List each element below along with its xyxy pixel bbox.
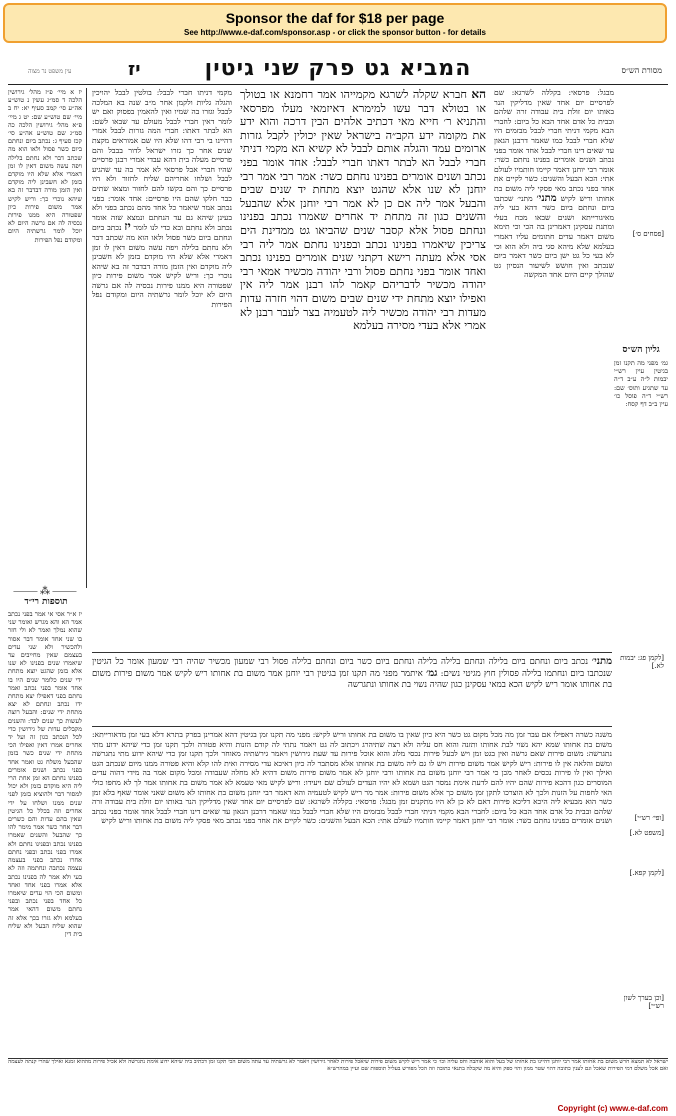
- page-title: המביא גט פרק שני גיטין: [204, 56, 472, 81]
- rashi-mishna-label: מתני׳: [536, 192, 557, 204]
- gemara2-text: איתמר מפני מה תקנו זמן בגיטין רבי יוחנן אמר משום בת אחותו ריש לקיש אמר משום פירות משום בת אחותו אומר ריש לקיש הכא במאי עסקינן כגון שהיה נשוי בת אחותו ונתגרשה: [92, 669, 612, 690]
- tosafot-rid-column: [8, 610, 82, 1050]
- gemara-column: [240, 88, 486, 648]
- margin-note-6: [וכן בערך לשון רש״י]: [623, 994, 664, 1010]
- footer-notes: [8, 1058, 668, 1101]
- mishna-text: נכתב ביום ונחתם ביום בלילה ונחתם בלילה בלילה ונחתם ביום כשר ביום ונחתם בלילה פסול רבי שמעון מכשיר שהיה רבי שמעון אומר כל הגיטין שנכתבו ביום ונחתמו בלילה פסולין חוץ מגיטי נשים:: [92, 657, 612, 679]
- tosafot-left-text: נכתב ביום ונחתם ביום כשר פסול ולאו הוא מה שכתב דבר ולא נחתם בלילה ויפה עשה משום דאין לו זמן דאמרי אלא שלא היו מוקדם בזמן לא חשבינן ליה מוקדם ואין הזמן מורה דבדבר זה בא שיהא נוכרי כך: וריש לקיש אמר משום פירות כיון שפטורה היא ממנו פירות נכסיה לה אם גרשה היום לא יוכל לומר גרשתיה היום ומקודם נפל הפירות: [8, 137, 82, 244]
- commentary-rule: [92, 726, 612, 727]
- copyright-link[interactable]: Copyright (c) www.e-daf.com: [557, 1104, 668, 1113]
- margin-note-3: [ופי׳ רש״י]: [634, 814, 664, 822]
- margin-note-4: [משפט לא.]: [629, 829, 664, 837]
- gemara-text: חברא שקלה לשרגא מקמייהו אמר רחמנא או בטולך או בטולא דבר עשו למימרא דאיזמאי מעלו מפרסאי והתניא ר׳ חייא מאי דכתיב אלהים הבין דרכה והוא ידע את מקומה ידע הקב״ה בישראל שאין יכולין לקבל גזרות ארומים עמד והגלה אותם לבבל לא קשיא הא מקמי דניתי חברי לבבל הא לבתר דאתו חברי לבבל: אחד אומר בפני נכתב ושנים אומרים בפנינו נחתם כשר: אמר רבי אמר רבי יוחנן לא שנו אלא שהגט יוצא מתחת יד שנים שבים והבעל אמר ליה אם כן לא אמר רבי יוחנן אלא שהבעל והשנים כגון זה מתחת יד אחרים שאמרו נכתב בפנינו ונחתם פסול אלא קסבר שנים שהביאו גט ממדינת הים צריכין שיאמרו בפנינו נכתב ובפנינו נחתם אמר ליה רבי אסי אלא מעתה רישא דקתני שנים אומרים בפנינו נכתב ואחד אומר בפני נחתם פסול ורבי יהודה מכשיר אמאי רבי יהודה מכשיר לדבריהם קאמר להו רבנן אמר ליה אין ואפילו יוצא מתחת ידי שנים שבים משום דהוי חזרה עדות מעדות רבי יהודה מכשיר ליה לטעמיה בצר לעבר רבנן לא אמרי אלא בעדי מסירה בעלמא: [240, 88, 486, 333]
- tosafot-rid-heading: תוספות רי״ד: [24, 597, 68, 607]
- masoret-label: מסורת הש״ס: [621, 66, 662, 75]
- rid-text: יז א״ר אסי אי אמר בפני נכתב אמר הא והא מגרש ואומר שני שהוא נמלך ואמר לא ולי חזר בו שני אחד אומר דבר אסור ולהכשיר ולא שני עדים בעצמם שאין מחייבים עד שיאמרו שנים בפנינו לא שנו אלא בזמן שהגט יוצא מתחת ידי שנים כלומר שנים היו בו אחד אומר בפני נכתב ואמר נחתם בפני דאפילו יצא מתחת ידו נכתב ונחתם לא יצא מתחת ידי שנים: והבעל רוצה לעשות כך שנים לבד: והשנים מקבלים עדות של גירושין כדי לכל הנכתב כגון זה ועל יד אחרים אמרו דאין ואפילו הכי מתחת ידי שנים כשר בזמן שהבעל משלח גט ואמר אחד בפני נכתב ושנים אומרים בפנינו נחתם הא זמן אחת הרי ליה היא מוקדם בזמן ולא יכול למסור דבר ולהוציא בזמן לפני שנים ממנו ושלחו על ידי אחרים וזה בכלל כל הגיטין שאין בהם עדות והם כשרים: [8, 610, 82, 824]
- tosafot-text-continued: נכתב ביום ונחתם ביום כשר פסול ולאו הוא מה שכתב דבר ולא נחתם בלילה ויפה עשה משום דאין לו זמן דאמרי אלא שלא היו מוקדם בזמן לא חשבינן ליה מוקדם ואין הזמן מורה דבדבר זה בא שיהא נוכרי כך: וריש לקיש אמר משום פירות כיון שפטורה היא ממנו פירות נכסיה לה אם גרשה היום לא יוכל לומר גרשתיה היום ומקודם נפל הפירות: [92, 223, 232, 310]
- margin-note-5: [לקמן קפא.]: [629, 869, 664, 877]
- sponsor-banner[interactable]: [3, 3, 667, 43]
- column-divider: [86, 88, 87, 588]
- talmud-page: [8, 54, 668, 1104]
- page-number: יז: [128, 59, 141, 80]
- tosafot-dibur-hamatchil: יז: [124, 219, 131, 234]
- ornament-divider: ⸻⁂⸻: [13, 586, 79, 597]
- tosafot-text: מקמי דניתו חברי לבבל: בולטין לבבל יהויכין והגלה גליות ולקמן אחר מ״ב שנה בא המלכה לבבל וגזרו בה שמיו ואין להאמין בפסוק ואם יש לומר דאין חברי לבבל מעולם עד שבאו לשם: הא לבתר דאתו: חברי המה גזרות לבבל אמרי דהיינו בי רבי דהו שלא היו שם אמוראים מקצת שנים אחר כך גזרו ישראל לדור בבבל והם פרסיים מעלה בית דהא עבדי אמרי רבנן פרסיים שהיו חברי אבל פרסאי לא אמר בה עד שהגיע לבבל ושלחו אחריהם שליח לחזור ולא היו פרסיים כך והם בקשו להם לחזור ומצאו שתים כבר חלקו שהם היו פרסיים: אחד אומר: בפני נכתב אמר שיאמר כל אחד מהם נכתב בפני ולא בעינן שיהא גם עד הנחתם ונמצא שזה אומר נכתב ולא נחתם ובא כדי לנו לומר: [92, 88, 232, 233]
- tosafot-column: [92, 88, 232, 663]
- ein-mishpat-text: יז א מיי׳ פ״ז מהל׳ גירושין הלכה ד סמ״ג עשין נ טוש״ע אה״ע סי׳ קמב סעיף יא: יח ב מיי׳ שם טוש״ע שם: יט ג מיי׳ פ״א מהל׳ גירושין הלכה כה סמ״ג שם טוש״ע אה״ע סי׳ קכז סעיף ג:: [8, 88, 82, 146]
- rid-text-continued: דבר אחר כשר אמר מימר להו כך שהבעל והשנים שאמרו בפנינו נכתב ובפנינו נחתם ולא אמרו בפני נכתב ובפני נחתם אחרו נכתב בפני בעצמה עצמה נכתבה ונחתמה וזה לא בעי ולא אמר לה בפנינו נכתב אלא אמרו בפני אחד ואחד ומשום הכי הוי עדים שיאמרו כל אחד בפני נכתב ובפני נחתם משום דהאי אמר בעלמא ולא גזרו בכך אלא זה שהוא שליח הבעל ולא שליח בית דין: [8, 823, 82, 938]
- gemara-opening-word: הא: [471, 88, 486, 101]
- mishna-block: [92, 656, 612, 722]
- rashi-column: [494, 88, 614, 648]
- footer-text: ישראל לא תמצא חרש משום בת אחותו אמר רבי יוחנן דהיינו בת אחותו של בעל והוא אוהבה וחס עליה וכו׳ כי אמר ריש לקיש משום פירות שיאכל פירות לאחר גירושין ויאמר לא גרשתיה עד עתה משום הכי תקנו זמן דכתיב ביה שיהא ידוע אימת נתגרשה ולא אכיל פירות מההוא זמנא ואילך שהרי קנתה לעצמה ואם אכל משלם דמי הפירות שאכל וגם לענין כתובה דהוי שטר ממון והוי ספק והיא מה שקבלה בתנאי כתובה וזה הכל מפורש בעליל תוספות שם ועיין במהרש״א: [8, 1059, 668, 1072]
- bottom-commentary: [92, 730, 612, 1054]
- sponsor-banner-subtitle[interactable]: See http://www.e-daf.com/sponsor.asp - or click the sponsor button - for details: [184, 28, 486, 37]
- gemara2-label: גמ׳: [425, 668, 438, 679]
- margin-note-1: [פסחים ס׳]: [632, 230, 664, 238]
- bottom-commentary-text: משנה כשרה דאפילו אם עבר זמן מה מכל מקום גט כשר היא כיון שאין בו משום בת אחותו וריש לקיש: מפני מה תקנו זמן בגיטין דהא אמרינן בפרק בתרא דלא בעי זמן מדאורייתא: משום בת אחותו שמא יהא נשוי לבת אחותו ותזנה והוא חס עליה ולא רצה שתיהרג ויכתוב לה גט ויאמר נתתי לה קודם הזנות והיא פטורה ולכך תקנו זמן כדי שיהא ידוע מתי נתגרשה: משום פירות שאם גרשה ואין בגט זמן ויש לבעל פירות נכסי מלוג והוא אוכל פירות עד שעת גירושין ויאמר גירשתיה מאוחר ולכך תקנו זמן כדי שיהא ידוע מתי נתגרשה ומשם והלאה אין לו פירות: ריש לקיש אמר משום פירות ויש לו גם ליה משום בת אחותו אלא מסתבר לה כיון דאיכא עדי מסירה ואית להו קלא והיא פטורה ממנו מיום שנכתב הגט ואילך ואין לו פירות נכסים לאחר מכן כי אמר רבי יוחנן משום בת אחותו ורבי יוחנן לא אמר משום פירות משום דהיא לא מחלה שעבודה ומכל מקום אמר בה מידי דהוה עדים המוסרים כגון דהכא פירות שהם יהיו להם לדעת אימת נמסר הגט ושמא לא יהיו העדים לעולם שם ויעידו: וריש לקיש מאי טעמא לא אמר משום בת אחותו אמר לך לא מחפו כולי האי לחפות על הזנות ולכך לא הוצרכו לתקן זמן משום כך אלא משום פירות: אמר מר ריש לקיש לטעמיה והא דאמר רבי יוחנן משום בת אחותו לא משום שאני אומר שאף בלא זמן כשר הוא מבעיא ליה היכא דליכא פירות דאם לא כן לא היו מתקנים זמן: [92, 730, 612, 807]
- page-header: [8, 54, 668, 85]
- bottom-commentary-rashi: מבגל: פרסאי: בקללה לשרגא: שם לפרסיים יום אחד שאין מדליקין הנר באותו יום זולת בית עבודה זרה שלהם ובבית כל אדם אחד הבא כל ביום: לחברי הבא מקמי דניתי חברי לבבל מבזמים היו שלא חברי לבבל כמו שאמר דרבנן הגאון עד שאים דינו חברי לבבל אחד אומר בפני נכתב ושנים אומרים בפנינו נחתם כשר: אומר רבי יוחנן דאמר קיימו חותמיו לעולם אתי: הכא הבעל והשנים: כשר לקיים את אחד בפני נכתב מאי פסקי ליה משום בת אחותו וריש לקיש: [92, 797, 612, 826]
- gilyon-text: גמ׳ מפני מה תקנו זמן בגיטין עיין רש״י יבמות ל״ה ע״ב ד״ה עד שתגיע ותוס׳ שם: רש״י ד״ה פוסל כו׳ עיין ב״ב דף קסח:: [614, 359, 668, 409]
- margin-note-2: [לקמן פג: יבמות לא.]: [620, 654, 664, 670]
- mishna-label: מתני׳: [591, 656, 612, 667]
- rashi-text: מבגל: פרסאי: בקללה לשרגא: שם לפרסיים יום אחד שאין מדליקין הנר באותו יום זולת בית עבודה זרה שלהם ובבית כל אדם אחד הבא כל ביום: לחברי הבא מקמי דניתי חברי לבבל מבזמים היו שלא חברי לבבל כמו שאמר דרבנן הגאון עד שאים דינו חברי לבבל אחד אומר בפני נכתב ושנים אומרים בפנינו נחתם כשר: אומר רבי יוחנן דאמר קיימו חותמיו לעולם אתי: הכא הבעל והשנים: כשר לקיים את אחד בפני נכתב מאי פסקי ליה משום בת אחותו וריש לקיש: [494, 88, 614, 203]
- gilyon-column: [614, 359, 668, 469]
- gilyon-heading: גליון הש״ס: [622, 345, 660, 355]
- sponsor-banner-title[interactable]: Sponsor the daf for $18 per page: [225, 10, 445, 26]
- ein-mishpat-column: [8, 88, 82, 578]
- ein-mishpat-label: עין משפט נר מצוה: [28, 68, 72, 75]
- rashi-text-continued: מתני׳ שכתבו ביום ונחתם ביום כשר דהא בעי ליה מאיגורייתא ושנים שבאו מכח בעלי ומתנת עסקינן דאמרינן בה הכי וכי תימא משום דאמר עדים חתומים עליו דאמרי בעלמא שלא מיהא סגי ביה ולא הוא וכי לא בעי כל גט ישן ביום כשר דאמר ביום שנכתב ואין חושש לשיעור הנסיון גט שהולך קיים היום אחד המקשה: [494, 193, 614, 280]
- mishna-rule: [92, 652, 612, 653]
